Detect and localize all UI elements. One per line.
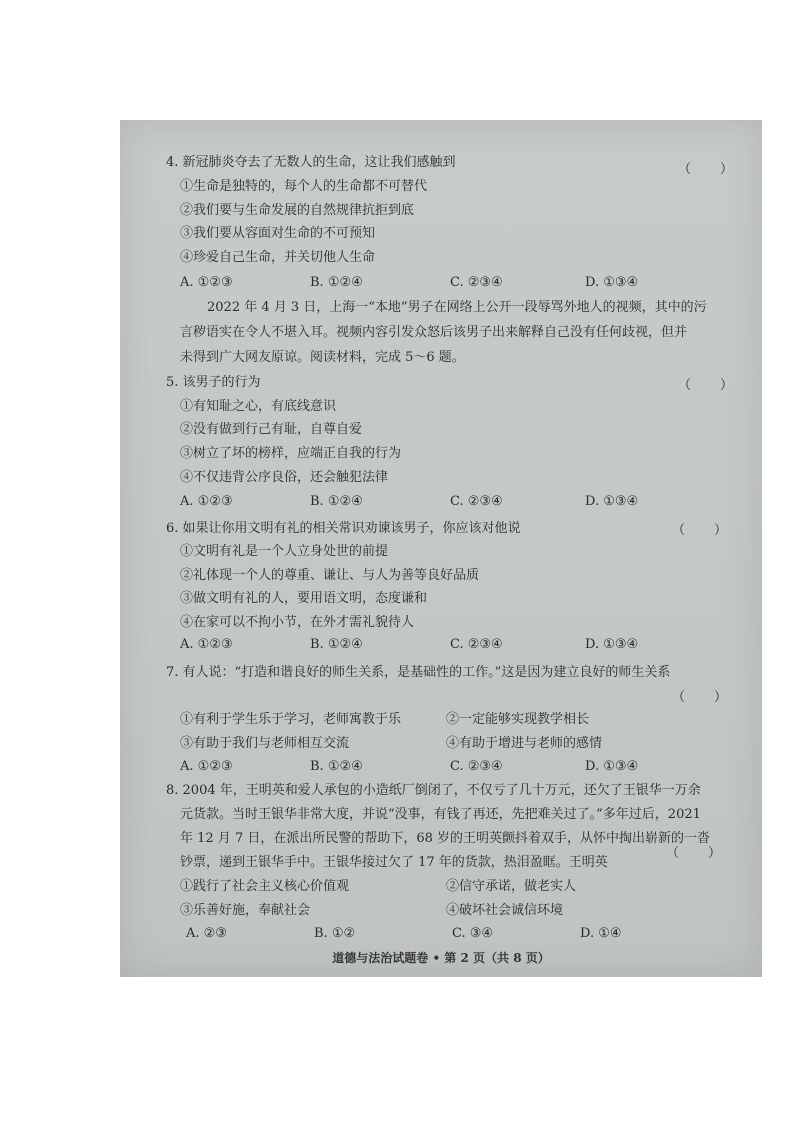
q7-choice-d: D. ①③④ (585, 759, 639, 774)
q7-choice-c: C. ②③④ (450, 759, 503, 774)
q5-item-1: ①有知耻之心，有底线意识 (180, 399, 337, 414)
q5-item-4: ④不仅违背公序良俗，还会触犯法律 (180, 470, 389, 485)
q4-stem: 4. 新冠肺炎夺去了无数人的生命，这让我们感触到 (166, 155, 456, 170)
q7-stem: 7. 有人说：“打造和谐良好的师生关系，是基础性的工作。”这是因为建立良好的师生关系 (166, 665, 671, 680)
q6-choice-c: C. ②③④ (450, 637, 503, 652)
q7-choice-b: B. ①②④ (310, 759, 363, 774)
q7-item-2: ②一定能够实现教学相长 (446, 712, 590, 727)
q8-item-4: ④破坏社会诚信环境 (446, 903, 564, 918)
q6-choice-d: D. ①③④ (585, 637, 639, 652)
q8-stem-line-4: 钞票，递到王银华手中。王银华接过欠了 17 年的货款，热泪盈眶。王明英 (180, 855, 608, 870)
q8-stem-line-1: 8. 2004 年，王明英和爱人承包的小造纸厂倒闭了，不仅亏了几十万元，还欠了王银华一万余 (166, 783, 701, 798)
material-line-1: 2022 年 4 月 3 日，上海一“本地”男子在网络上公开一段辱骂外地人的视频，其中的污 (207, 300, 707, 315)
q8-choice-a: A. ②③ (186, 926, 227, 941)
q6-item-1: ①文明有礼是一个人立身处世的前提 (180, 544, 389, 559)
q4-item-3: ③我们要从容面对生命的不可预知 (180, 226, 376, 241)
q4-item-4: ④珍爱自己生命，并关切他人生命 (180, 250, 376, 265)
material-line-2: 言秽语实在令人不堪入耳。视频内容引发众怒后该男子出来解释自己没有任何歧视，但并 (180, 325, 688, 340)
q4-choice-b: B. ①②④ (310, 275, 363, 290)
q8-stem-line-3: 年 12 月 7 日，在派出所民警的帮助下，68 岁的王明英颤抖着双手，从怀中掏出崭新的一沓 (180, 831, 711, 846)
q6-stem: 6. 如果让你用文明有礼的相关常识劝谏该男子，你应该对他说 (166, 521, 521, 536)
q7-item-1: ①有利于学生乐于学习，老师寓教于乐 (180, 712, 402, 727)
q5-choice-d: D. ①③④ (585, 494, 639, 509)
material-line-3: 未得到广大网友原谅。阅读材料，完成 5～6 题。 (180, 350, 465, 365)
q7-answer-paren: （ ） (672, 690, 736, 705)
q8-choice-b: B. ①② (314, 926, 356, 941)
q6-answer-paren: （ ） (672, 523, 736, 538)
q6-item-2: ②礼体现一个人的尊重、谦让、与人为善等良好品质 (180, 568, 480, 583)
q8-item-3: ③乐善好施，奉献社会 (180, 903, 311, 918)
q8-answer-paren: （ ） (666, 846, 730, 861)
q5-stem: 5. 该男子的行为 (166, 375, 261, 390)
q6-item-3: ③做文明有礼的人，要用语文明，态度谦和 (180, 591, 428, 606)
q8-choice-d: D. ①④ (580, 926, 622, 941)
q5-item-2: ②没有做到行己有耻，自尊自爱 (180, 422, 363, 437)
q8-item-2: ②信守承诺，做老实人 (446, 879, 577, 894)
q5-choice-a: A. ①②③ (180, 494, 233, 509)
q7-item-3: ③有助于我们与老师相互交流 (180, 736, 350, 751)
q8-item-1: ①践行了社会主义核心价值观 (180, 879, 350, 894)
q4-choice-a: A. ①②③ (180, 275, 233, 290)
q5-answer-paren: （ ） (678, 378, 742, 393)
q5-item-3: ③树立了坏的榜样，应端正自我的行为 (180, 446, 402, 461)
q4-answer-paren: （ ） (678, 162, 742, 177)
q4-choice-c: C. ②③④ (450, 275, 503, 290)
q7-choice-a: A. ①②③ (180, 759, 233, 774)
q5-choice-b: B. ①②④ (310, 494, 363, 509)
q8-stem-line-2: 元货款。当时王银华非常大度，并说“没事，有钱了再还，先把难关过了。”多年过后，2021 (180, 807, 701, 822)
q6-item-4: ④在家可以不拘小节，在外才需礼貌待人 (180, 615, 415, 630)
q4-item-1: ①生命是独特的，每个人的生命都不可替代 (180, 179, 428, 194)
q4-item-2: ②我们要与生命发展的自然规律抗拒到底 (180, 203, 415, 218)
q6-choice-a: A. ①②③ (180, 637, 233, 652)
photographed-page (120, 120, 762, 977)
q5-choice-c: C. ②③④ (450, 494, 503, 509)
q8-choice-c: C. ③④ (452, 926, 494, 941)
exam-sheet (120, 120, 762, 977)
q7-item-4: ④有助于增进与老师的感情 (446, 736, 603, 751)
q6-choice-b: B. ①②④ (310, 637, 363, 652)
q4-choice-d: D. ①③④ (585, 275, 639, 290)
page-footer: 道德与法治试题卷 • 第 2 页（共 8 页） (332, 951, 550, 965)
